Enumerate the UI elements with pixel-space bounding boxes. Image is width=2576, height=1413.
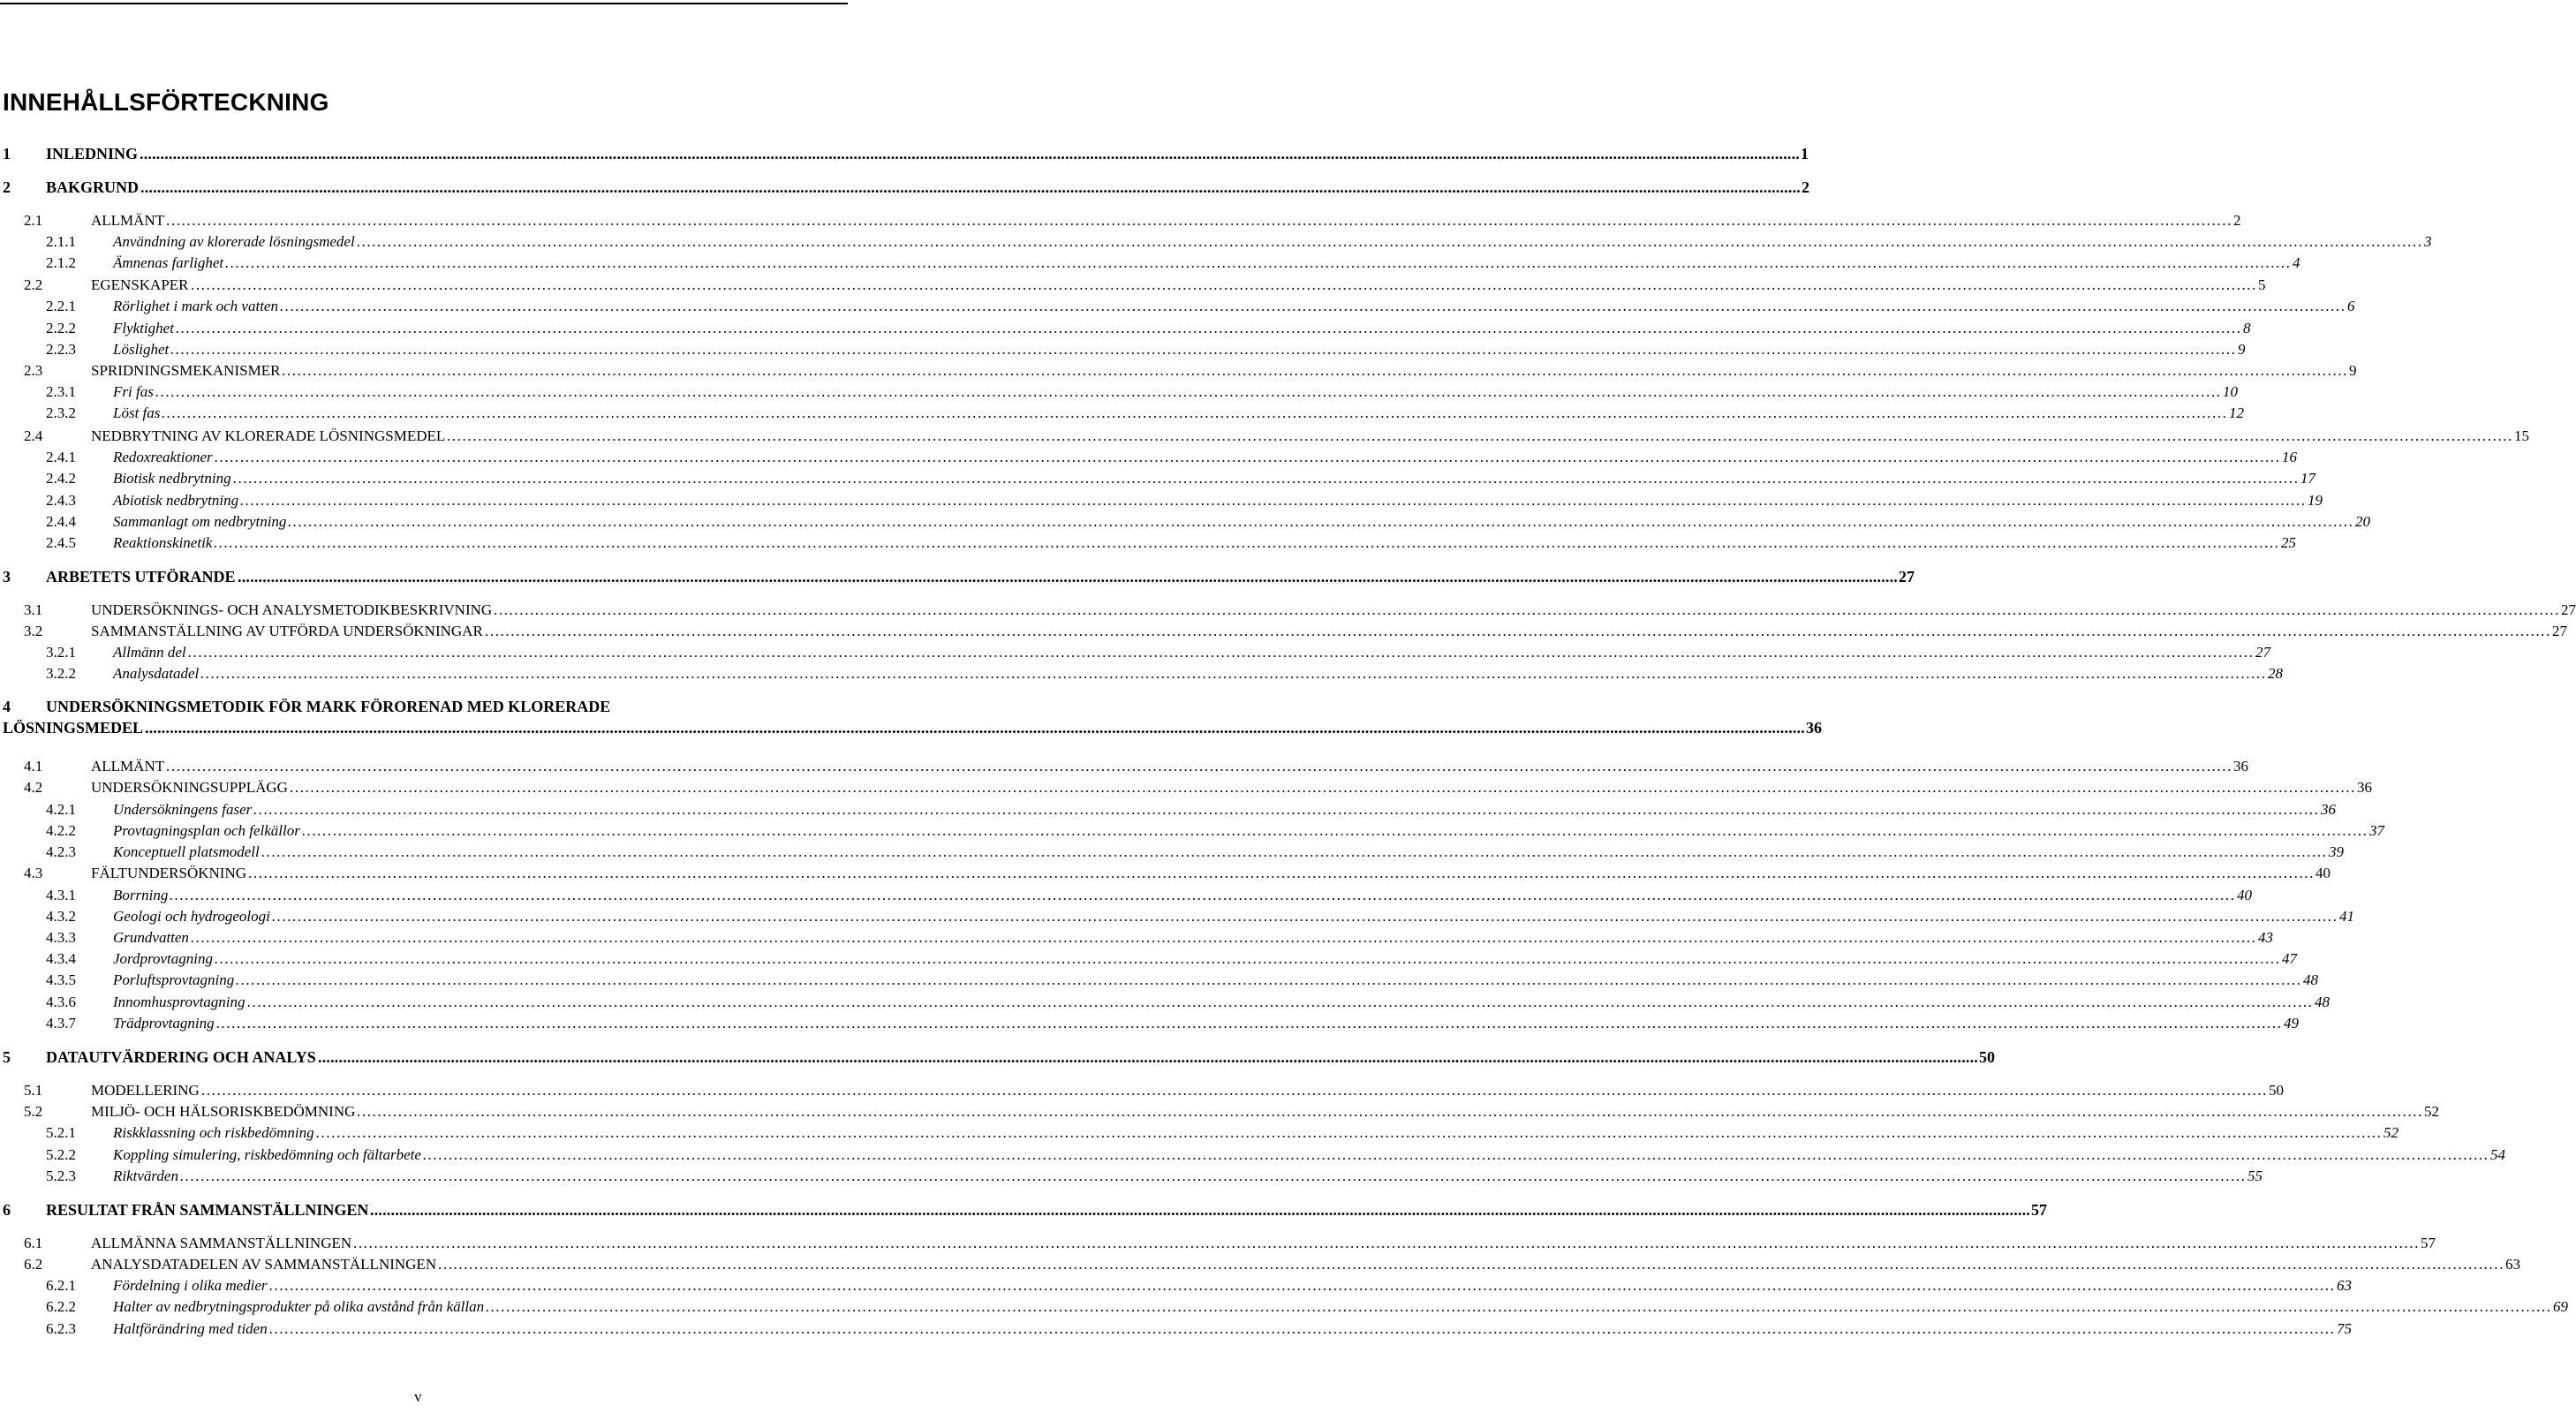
toc-entry[interactable] [0, 360, 2357, 380]
toc-leader [423, 1146, 2505, 1164]
toc-page-number: 52 [2383, 1124, 2398, 1141]
toc-entry-label: Grundvatten [113, 929, 189, 946]
toc-entry[interactable] [0, 696, 828, 715]
toc-page-number: 5 [2258, 276, 2266, 293]
toc-page-number: 40 [2315, 865, 2330, 881]
toc-entry[interactable] [0, 885, 2252, 904]
dot-leader: ................................................................................................................................................................................................................................................................................................................................................................................................................ [166, 212, 2232, 229]
toc-entry-number: 4.1 [24, 758, 43, 775]
toc-leader [288, 513, 2370, 531]
dot-leader: ................................................................................................................................................................................................................................................................................................................................................................................................................ [282, 362, 2348, 379]
toc-leader [170, 887, 2252, 904]
toc-leader [247, 994, 2330, 1011]
toc-entry-number: 3.1 [24, 601, 43, 618]
dot-leader: ................................................................................................................................................................................................................................................................................................................................................................................................................ [155, 383, 2222, 400]
toc-leader [485, 623, 2567, 640]
dot-leader: ................................................................................................................................................................................................................................................................................................................................................................................................................ [318, 1048, 1978, 1066]
toc-entry[interactable] [0, 1145, 2505, 1164]
toc-entry-number: 4 [3, 698, 11, 715]
toc-page-number: 27 [2552, 623, 2567, 639]
toc-page-number: 8 [2243, 320, 2251, 336]
toc-page-number: 48 [2315, 994, 2330, 1010]
toc-entry-label: Fördelning i olika medier [113, 1277, 268, 1294]
toc-page-number: 27 [1899, 568, 1915, 586]
toc-entry-number: 2.2 [24, 276, 43, 293]
toc-entry-label: Haltförändring med tiden [113, 1320, 268, 1337]
dot-leader: ................................................................................................................................................................................................................................................................................................................................................................................................................ [357, 1103, 2423, 1120]
toc-entry[interactable] [0, 1166, 2262, 1185]
toc-leader [269, 1320, 2352, 1338]
toc-entry[interactable] [0, 621, 2567, 640]
toc-page-number: 36 [1806, 719, 1822, 737]
toc-entry[interactable] [0, 490, 2323, 510]
toc-page-number: 16 [2282, 449, 2297, 465]
toc-entry[interactable] [0, 642, 2270, 661]
dot-leader: ................................................................................................................................................................................................................................................................................................................................................................................................................ [176, 320, 2242, 336]
toc-leader [145, 719, 1822, 737]
toc-entry-label: Löslighet [113, 341, 170, 358]
dot-leader: ................................................................................................................................................................................................................................................................................................................................................................................................................ [238, 568, 1898, 586]
toc-page-number: 12 [2229, 404, 2244, 421]
dot-leader: ................................................................................................................................................................................................................................................................................................................................................................................................................ [438, 1256, 2504, 1273]
toc-entry-label: Porluftsprovtagning [113, 971, 235, 988]
toc-entry-label: ARBETETS UTFÖRANDE [46, 568, 236, 586]
toc-entry[interactable] [0, 1319, 2352, 1338]
toc-entry[interactable] [0, 1080, 2284, 1099]
dot-leader: ................................................................................................................................................................................................................................................................................................................................................................................................................ [200, 665, 2267, 682]
toc-entry-number: 5.2 [24, 1103, 43, 1120]
toc-entry[interactable] [0, 948, 2297, 968]
dot-leader: ................................................................................................................................................................................................................................................................................................................................................................................................................ [248, 865, 2315, 881]
toc-entry-number: 2.2.3 [46, 341, 76, 358]
toc-entry[interactable] [0, 231, 2432, 251]
toc-entry-number: 4.2.3 [46, 843, 76, 860]
toc-page-number: 10 [2223, 383, 2238, 400]
toc-page-number: 9 [2238, 341, 2246, 358]
dot-leader: ................................................................................................................................................................................................................................................................................................................................................................................................................ [253, 801, 2320, 818]
dot-leader: ................................................................................................................................................................................................................................................................................................................................................................................................................ [236, 971, 2302, 988]
toc-page-number: 40 [2237, 887, 2252, 903]
toc-entry[interactable] [0, 1101, 2439, 1121]
toc-entry-label: ANALYSDATADELEN AV SAMMANSTÄLLNINGEN [91, 1256, 437, 1273]
dot-leader: ................................................................................................................................................................................................................................................................................................................................................................................................................ [216, 1015, 2283, 1031]
dot-leader: ................................................................................................................................................................................................................................................................................................................................................................................................................ [170, 341, 2237, 358]
toc-entry-label: Jordprovtagning [113, 950, 214, 967]
toc-leader [176, 320, 2251, 337]
toc-entry-number: 4.3.3 [46, 929, 76, 946]
toc-entry-label: EGENSKAPER [91, 276, 189, 293]
toc-entry-label: Rörlighet i mark och vatten [113, 298, 278, 314]
toc-entry[interactable] [0, 468, 2315, 487]
toc-entry[interactable] [0, 1199, 2047, 1219]
toc-leader [353, 1235, 2436, 1252]
toc-leader [370, 1201, 2047, 1219]
toc-entry[interactable] [0, 533, 2296, 552]
toc-leader [494, 601, 2576, 619]
dot-leader: ................................................................................................................................................................................................................................................................................................................................................................................................................ [145, 719, 1805, 737]
toc-entry-label-continued: LÖSNINGSMEDEL [3, 719, 144, 737]
toc-entry[interactable] [0, 426, 2529, 445]
toc-entry[interactable] [0, 275, 2266, 294]
toc-leader [200, 665, 2283, 683]
toc-leader [201, 1082, 2284, 1099]
toc-entry-number: 6.2 [24, 1256, 43, 1273]
dot-leader: ................................................................................................................................................................................................................................................................................................................................................................................................................ [215, 449, 2281, 465]
dot-leader: ................................................................................................................................................................................................................................................................................................................................................................................................................ [162, 404, 2228, 421]
toc-entry-number: 2.2.2 [46, 320, 76, 336]
toc-leader [272, 908, 2354, 926]
dot-leader: ................................................................................................................................................................................................................................................................................................................................................................................................................ [170, 887, 2236, 903]
toc-page-number: 28 [2268, 665, 2283, 682]
toc-entry-number: 3 [3, 568, 11, 586]
toc-entry-number: 6 [3, 1201, 11, 1219]
toc-page-number: 27 [2561, 601, 2576, 618]
toc-entry[interactable] [0, 820, 2384, 840]
toc-leader [155, 383, 2238, 401]
toc-entry-label: Flyktighet [113, 320, 174, 336]
toc-entry-label: SAMMANSTÄLLNING AV UTFÖRDA UNDERSÖKNINGAR [91, 623, 483, 639]
toc-page-number: 57 [2421, 1235, 2436, 1251]
toc-entry-number: 2.4.3 [46, 492, 76, 509]
toc-entry[interactable] [0, 863, 2330, 882]
toc-entry-label: Koppling simulering, riskbedömning och fältarbete [113, 1146, 421, 1163]
toc-entry-number: 4.3.7 [46, 1015, 76, 1031]
toc-entry-label: ALLMÄNNA SAMMANSTÄLLNINGEN [91, 1235, 352, 1251]
toc-entry-number: 4.2.1 [46, 801, 76, 818]
toc-entry-label: SPRIDNINGSMEKANISMER [91, 362, 281, 379]
toc-entry[interactable] [0, 1275, 2352, 1295]
toc-page-number: 50 [1979, 1048, 1995, 1066]
toc-page-number: 2 [2233, 212, 2241, 229]
toc-entry-number: 6.1 [24, 1235, 43, 1251]
toc-page-number: 37 [2369, 822, 2384, 839]
toc-entry[interactable] [0, 799, 2336, 819]
toc-page-number: 39 [2329, 843, 2344, 860]
toc-leader [233, 470, 2315, 487]
toc-entry[interactable] [0, 210, 2241, 230]
toc-page-number: 36 [2321, 801, 2336, 818]
toc-entry[interactable] [0, 511, 2370, 531]
toc-page-number: 50 [2269, 1082, 2284, 1099]
toc-entry-label: Riskklassning och riskbedömning [113, 1124, 314, 1141]
toc-entry[interactable] [0, 318, 2251, 337]
toc-entry-label: Trädprovtagning [113, 1015, 215, 1031]
dot-leader: ................................................................................................................................................................................................................................................................................................................................................................................................................ [191, 276, 2257, 293]
toc-entry-label: BAKGRUND [46, 178, 140, 196]
dot-leader: ................................................................................................................................................................................................................................................................................................................................................................................................................ [316, 1124, 2383, 1141]
toc-leader [215, 950, 2297, 968]
toc-entry-label: ALLMÄNT [91, 758, 165, 775]
toc-entry-number: 2.1.2 [46, 254, 76, 271]
toc-page-number: 36 [2233, 758, 2248, 775]
toc-leader [318, 1048, 1995, 1066]
page-title: INNEHÅLLSFÖRTECKNING [3, 88, 329, 116]
toc-page-number: 57 [2031, 1201, 2047, 1219]
toc-entry-number: 2.3.1 [46, 383, 76, 400]
toc-entry[interactable] [0, 756, 2248, 775]
toc-entry-number: 2.1.1 [46, 233, 76, 250]
toc-entry-number: 2.4.2 [46, 470, 76, 487]
toc-page-number: 1 [1801, 145, 1809, 162]
toc-entry-label: DATAUTVÄRDERING OCH ANALYS [46, 1048, 316, 1066]
toc-page-number: 55 [2247, 1167, 2262, 1184]
toc-leader [191, 276, 2266, 294]
dot-leader: ................................................................................................................................................................................................................................................................................................................................................................................................................ [269, 1277, 2336, 1294]
toc-leader [236, 971, 2318, 989]
toc-leader [357, 233, 2432, 251]
toc-entry-label: Fri fas [113, 383, 154, 400]
toc-page-number: 19 [2308, 492, 2323, 509]
toc-entry-label: Biotisk nedbrytning [113, 470, 231, 487]
toc-entry[interactable] [0, 1254, 2520, 1273]
toc-leader [248, 865, 2330, 882]
toc-entry-label: Ämnenas farlighet [113, 254, 224, 271]
toc-entry-label: MILJÖ- OCH HÄLSORISKBEDÖMNING [91, 1103, 356, 1120]
toc-entry-number: 4.2.2 [46, 822, 76, 839]
toc-entry[interactable] [0, 1122, 2398, 1142]
toc-entry-number: 3.2.1 [46, 644, 76, 661]
toc-page-number: 4 [2293, 254, 2300, 271]
toc-page-number: 25 [2281, 534, 2296, 551]
toc-entry[interactable] [0, 253, 2300, 272]
toc-entry-number: 5.2.2 [46, 1146, 76, 1163]
toc-entry[interactable] [0, 339, 2246, 359]
toc-entry-label: FÄLTUNDERSÖKNING [91, 865, 246, 881]
dot-leader: ................................................................................................................................................................................................................................................................................................................................................................................................................ [357, 233, 2423, 250]
toc-entry-number: 2.4 [24, 427, 43, 444]
dot-leader: ................................................................................................................................................................................................................................................................................................................................................................................................................ [140, 178, 1801, 196]
toc-leader [447, 427, 2529, 445]
toc-entry-number: 5 [3, 1048, 11, 1066]
dot-leader: ................................................................................................................................................................................................................................................................................................................................................................................................................ [225, 254, 2292, 271]
toc-page-number: 75 [2337, 1320, 2352, 1337]
toc-entry-label: Användning av klorerade lösningsmedel [113, 233, 355, 250]
toc-entry-number: 2.3 [24, 362, 43, 379]
toc-entry[interactable] [0, 777, 2372, 797]
toc-leader [140, 145, 1809, 162]
toc-leader [357, 1103, 2439, 1121]
toc-leader [180, 1167, 2262, 1185]
dot-leader: ................................................................................................................................................................................................................................................................................................................................................................................................................ [247, 994, 2314, 1010]
toc-page-number: 15 [2514, 427, 2529, 444]
toc-entry-label: NEDBRYTNING AV KLORERADE LÖSNINGSMEDEL [91, 427, 446, 444]
toc-leader [188, 644, 2270, 661]
toc-entry-number: 2.4.4 [46, 513, 76, 530]
toc-entry-label: Provtagningsplan och felkällor [113, 822, 300, 839]
toc-page-number: 41 [2339, 908, 2354, 925]
toc-leader [214, 534, 2296, 552]
toc-entry-label: Abiotisk nedbrytning [113, 492, 239, 509]
toc-entry-label: ALLMÄNT [91, 212, 165, 229]
toc-leader [261, 843, 2344, 861]
toc-leader [162, 404, 2244, 422]
dot-leader: ................................................................................................................................................................................................................................................................................................................................................................................................................ [233, 470, 2300, 487]
toc-entry[interactable] [0, 403, 2244, 422]
toc-page-number: 3 [2424, 233, 2432, 250]
toc-leader [225, 254, 2300, 272]
toc-entry-number: 4.3.2 [46, 908, 76, 925]
toc-entry-label: Allmänn del [113, 644, 186, 661]
toc-page-number: 52 [2424, 1103, 2439, 1120]
toc-entry-number: 5.1 [24, 1082, 43, 1099]
toc-entry-label: Sammanlagt om nedbrytning [113, 513, 287, 530]
toc-leader [140, 178, 1809, 196]
toc-entry-label: UNDERSÖKNINGS- OCH ANALYSMETODIKBESKRIVNING [91, 601, 493, 618]
toc-entry[interactable] [0, 717, 1822, 737]
dot-leader: ................................................................................................................................................................................................................................................................................................................................................................................................................ [201, 1082, 2268, 1099]
toc-leader [170, 341, 2246, 359]
toc-entry-number: 5.2.1 [46, 1124, 76, 1141]
toc-entry-label: Redoxreaktioner [113, 449, 213, 465]
toc-page-number: 9 [2349, 362, 2357, 379]
dot-leader: ................................................................................................................................................................................................................................................................................................................................................................................................................ [302, 822, 2368, 839]
toc-leader [166, 212, 2241, 230]
toc-leader [282, 362, 2357, 380]
toc-page-number: 63 [2505, 1256, 2520, 1273]
toc-entry-number: 5.2.3 [46, 1167, 76, 1184]
toc-leader [215, 449, 2297, 466]
toc-entry-label: Undersökningens faser [113, 801, 253, 818]
toc-entry-label: UNDERSÖKNINGSUPPLÄGG [91, 779, 288, 796]
toc-leader [191, 929, 2273, 947]
toc-entry[interactable] [0, 1233, 2436, 1252]
dot-leader: ................................................................................................................................................................................................................................................................................................................................................................................................................ [261, 843, 2328, 860]
page-number-footer: v [414, 1388, 422, 1405]
toc-entry[interactable] [0, 1047, 1995, 1066]
toc-entry[interactable] [0, 382, 2238, 401]
toc-page-number: 43 [2258, 929, 2273, 946]
toc-entry[interactable] [0, 566, 1915, 586]
toc-page-number: 2 [1802, 178, 1809, 196]
toc-page-number: 49 [2284, 1015, 2299, 1031]
toc-entry[interactable] [0, 663, 2283, 683]
dot-leader: ................................................................................................................................................................................................................................................................................................................................................................................................................ [140, 145, 1800, 162]
toc-entry-number: 6.2.2 [46, 1298, 76, 1315]
toc-entry-label: Riktvärden [113, 1167, 178, 1184]
toc-entry[interactable] [0, 296, 2355, 315]
toc-entry[interactable] [0, 970, 2318, 989]
toc-entry-number: 4.3.4 [46, 950, 76, 967]
dot-leader: ................................................................................................................................................................................................................................................................................................................................................................................................................ [423, 1146, 2489, 1163]
dot-leader: ................................................................................................................................................................................................................................................................................................................................................................................................................ [447, 427, 2513, 444]
toc-leader [486, 1298, 2568, 1316]
dot-leader: ................................................................................................................................................................................................................................................................................................................................................................................................................ [269, 1320, 2336, 1337]
toc-leader [290, 779, 2372, 797]
toc-page-number: 47 [2282, 950, 2297, 967]
toc-entry[interactable] [0, 1296, 2568, 1316]
toc-page-number: 54 [2490, 1146, 2505, 1163]
dot-leader: ................................................................................................................................................................................................................................................................................................................................................................................................................ [215, 950, 2281, 967]
toc-entry-label: Borrning [113, 887, 169, 903]
dot-leader: ................................................................................................................................................................................................................................................................................................................................................................................................................ [485, 623, 2551, 639]
toc-entry-label: RESULTAT FRÅN SAMMANSTÄLLNINGEN [46, 1201, 369, 1219]
dot-leader: ................................................................................................................................................................................................................................................................................................................................................................................................................ [280, 298, 2346, 314]
toc-leader [280, 298, 2355, 315]
toc-leader [240, 492, 2323, 510]
toc-entry-number: 2.1 [24, 212, 43, 229]
toc-entry-label: Analysdatadel [113, 665, 200, 682]
toc-leader [166, 758, 2248, 775]
toc-leader [238, 568, 1915, 586]
dot-leader: ................................................................................................................................................................................................................................................................................................................................................................................................................ [494, 601, 2560, 618]
toc-entry[interactable] [0, 177, 1809, 196]
toc-entry[interactable] [0, 447, 2297, 466]
toc-leader [216, 1015, 2299, 1032]
toc-entry-label: UNDERSÖKNINGSMETODIK FÖR MARK FÖRORENAD MED KLORERADE [46, 698, 611, 715]
toc-entry-number: 2.4.1 [46, 449, 76, 465]
toc-entry-label: INLEDNING [46, 145, 139, 162]
toc-page-number: 36 [2357, 779, 2372, 796]
dot-leader: ................................................................................................................................................................................................................................................................................................................................................................................................................ [486, 1298, 2552, 1315]
toc-entry[interactable] [0, 842, 2344, 861]
toc-leader [438, 1256, 2520, 1273]
toc-entry-label: Löst fas [113, 404, 161, 421]
toc-entry-number: 3.2 [24, 623, 43, 639]
toc-entry-number: 6.2.1 [46, 1277, 76, 1294]
toc-entry[interactable] [0, 927, 2273, 947]
toc-page-number: 20 [2355, 513, 2370, 530]
toc-entry-number: 2.3.2 [46, 404, 76, 421]
toc-entry-number: 1 [3, 145, 11, 162]
toc-page-number: 69 [2553, 1298, 2568, 1315]
toc-entry-number: 4.2 [24, 779, 43, 796]
toc-entry[interactable] [0, 906, 2354, 926]
toc-entry-number: 2.2.1 [46, 298, 76, 314]
dot-leader: ................................................................................................................................................................................................................................................................................................................................................................................................................ [188, 644, 2255, 661]
toc-entry-number: 2 [3, 178, 11, 196]
dot-leader: ................................................................................................................................................................................................................................................................................................................................................................................................................ [370, 1201, 2030, 1219]
dot-leader: ................................................................................................................................................................................................................................................................................................................................................................................................................ [214, 534, 2280, 551]
toc-entry-number: 2.4.5 [46, 534, 76, 551]
toc-page-number: 27 [2255, 644, 2270, 661]
dot-leader: ................................................................................................................................................................................................................................................................................................................................................................................................................ [290, 779, 2356, 796]
toc-entry-number: 3.2.2 [46, 665, 76, 682]
toc-entry-label: Halter av nedbrytningsprodukter på olika avstånd från källan [113, 1298, 485, 1315]
toc-entry[interactable] [0, 992, 2330, 1011]
toc-page-number: 6 [2347, 298, 2355, 314]
toc-page-number: 63 [2337, 1277, 2352, 1294]
toc-entry-label: MODELLERING [91, 1082, 200, 1099]
toc-entry-label: Konceptuell platsmodell [113, 843, 260, 860]
toc-entry-label: Reaktionskinetik [113, 534, 213, 551]
dot-leader: ................................................................................................................................................................................................................................................................................................................................................................................................................ [272, 908, 2338, 925]
dot-leader: ................................................................................................................................................................................................................................................................................................................................................................................................................ [353, 1235, 2420, 1251]
toc-leader [269, 1277, 2352, 1295]
toc-leader [316, 1124, 2398, 1142]
toc-entry[interactable] [0, 143, 1809, 162]
toc-page-number: 48 [2303, 971, 2318, 988]
toc-entry-number: 4.3 [24, 865, 43, 881]
toc-leader [253, 801, 2336, 819]
dot-leader: ................................................................................................................................................................................................................................................................................................................................................................................................................ [180, 1167, 2247, 1184]
toc-entry[interactable] [0, 600, 2576, 619]
toc-entry[interactable] [0, 1013, 2299, 1032]
dot-leader: ................................................................................................................................................................................................................................................................................................................................................................................................................ [191, 929, 2257, 946]
toc-leader [302, 822, 2384, 840]
toc-page-number: 17 [2300, 470, 2315, 487]
toc-entry-number: 6.2.3 [46, 1320, 76, 1337]
toc-entry-label: Geologi och hydrogeologi [113, 908, 270, 925]
toc-entry-label: Innomhusprovtagning [113, 994, 246, 1010]
dot-leader: ................................................................................................................................................................................................................................................................................................................................................................................................................ [240, 492, 2307, 509]
toc-entry-number: 4.3.1 [46, 887, 76, 903]
dot-leader: ................................................................................................................................................................................................................................................................................................................................................................................................................ [166, 758, 2232, 775]
toc-entry-number: 4.3.5 [46, 971, 76, 988]
toc-entry-number: 4.3.6 [46, 994, 76, 1010]
dot-leader: ................................................................................................................................................................................................................................................................................................................................................................................................................ [288, 513, 2354, 530]
